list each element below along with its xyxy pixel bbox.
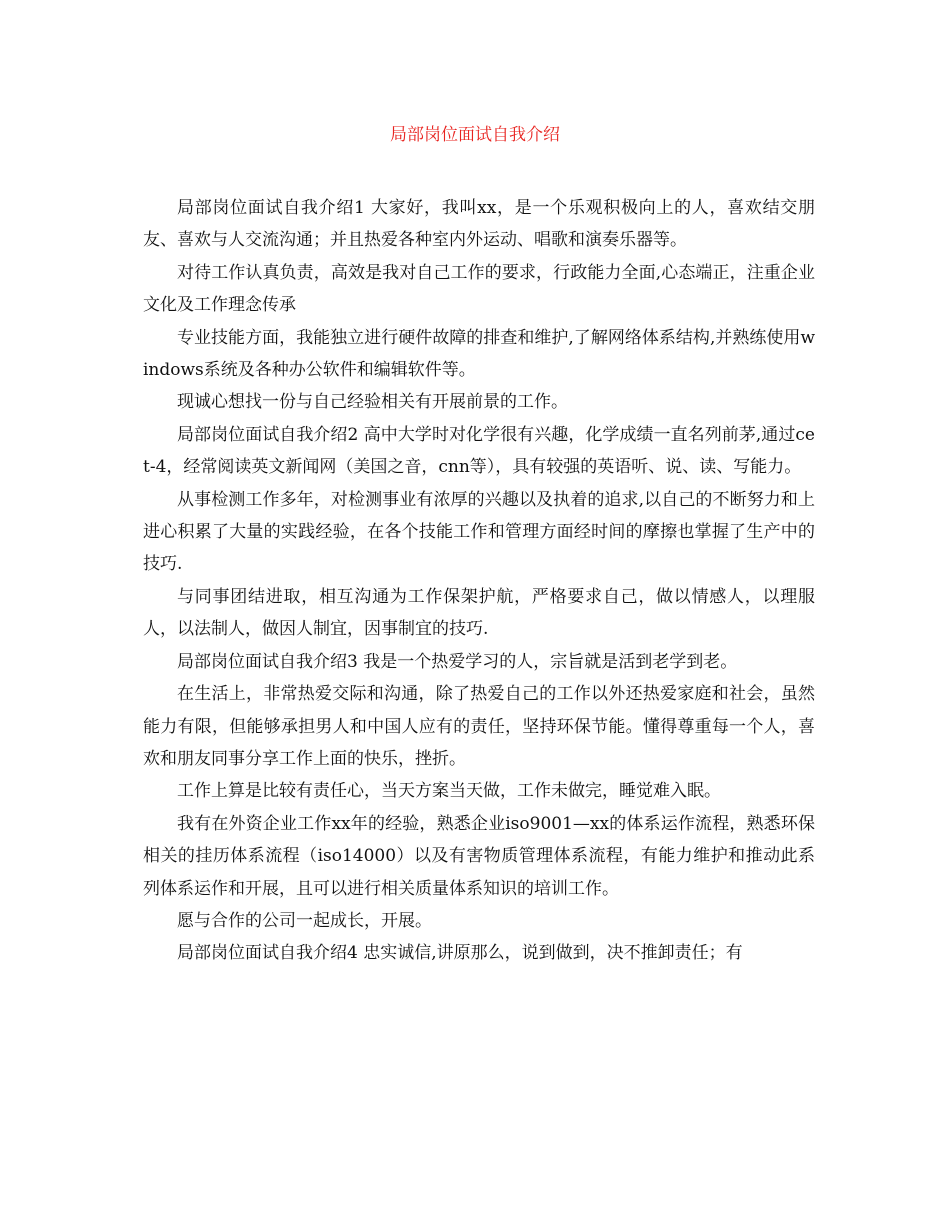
- paragraph-intro-2: 局部岗位面试自我介绍2 高中大学时对化学很有兴趣，化学成绩一直名列前茅,通过cet-4，经常阅读英文新闻网（美国之音，cnn等），具有较强的英语听、说、读、写能力。: [143, 424, 815, 478]
- paragraph-teamwork: 与同事团结进取，相互沟通为工作保架护航，严格要求自己，做以情感人，以理服人，以法制人，做因人制宜，因事制宜的技巧.: [143, 586, 815, 640]
- paragraph-grow-together: 愿与合作的公司一起成长，开展。: [177, 910, 432, 931]
- paragraph-skills: 专业技能方面，我能独立进行硬件故障的排查和维护,了解网络体系结构,并熟练使用windows系统及各种办公软件和编辑软件等。: [143, 327, 815, 381]
- paragraph-intro-3: 局部岗位面试自我介绍3 我是一个热爱学习的人，宗旨就是活到老学到老。: [177, 651, 738, 672]
- paragraph-foreign-company: 我有在外资企业工作xx年的经验，熟悉企业iso9001—xx的体系运作流程，熟悉环保相关的挂历体系流程（iso14000）以及有害物质管理体系流程，有能力维护和推动此系列体系运作和开展，且可以进行相关质量体系知识的培训工作。: [143, 813, 815, 899]
- paragraph-experience: 从事检测工作多年，对检测事业有浓厚的兴趣以及执着的追求,以自己的不断努力和上进心积累了大量的实践经验，在各个技能工作和管理方面经时间的摩擦也掌握了生产中的技巧.: [143, 489, 815, 575]
- paragraph-intro-1: 局部岗位面试自我介绍1 大家好，我叫xx，是一个乐观积极向上的人，喜欢结交朋友、喜欢与人交流沟通；并且热爱各种室内外运动、唱歌和演奏乐器等。: [143, 198, 815, 251]
- document-title: 局部岗位面试自我介绍: [390, 125, 560, 145]
- paragraph-responsibility: 工作上算是比较有责任心，当天方案当天做，工作未做完，睡觉难入眠。: [177, 781, 721, 802]
- paragraph-life: 在生活上，非常热爱交际和沟通，除了热爱自己的工作以外还热爱家庭和社会，虽然能力有限，但能够承担男人和中国人应有的责任，坚持环保节能。懂得尊重每一个人，喜欢和朋友同事分享工作上面的快乐，挫折。: [143, 684, 815, 769]
- document-body: [143, 192, 815, 970]
- paragraph-job-seeking: 现诚心想找一份与自己经验相关有开展前景的工作。: [177, 392, 568, 413]
- paragraph-work-attitude: 对待工作认真负责，高效是我对自己工作的要求，行政能力全面,心态端正，注重企业文化及工作理念传承: [143, 262, 815, 316]
- paragraph-intro-4: 局部岗位面试自我介绍4 忠实诚信,讲原那么，说到做到，决不推卸责任；有: [177, 943, 743, 964]
